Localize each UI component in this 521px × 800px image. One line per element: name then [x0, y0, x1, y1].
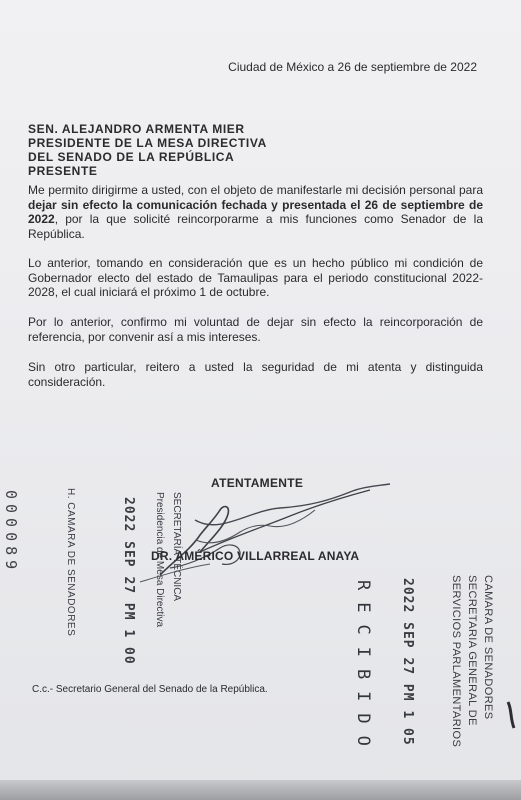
p1-emphasis: dejar sin efecto la comunicación fechada y presentada el 26 de septiembre de 2022 [28, 197, 483, 227]
recibido-stamp: RECIBIDO [353, 580, 373, 758]
cc-line: C.c.- Secretario General del Senado de la República. [32, 684, 268, 695]
paper-bottom-shadow [0, 780, 521, 800]
secretaria-general-stamp: SECRETARIA GENERAL DE [466, 575, 478, 726]
addressee-presente: PRESENTE [28, 164, 98, 178]
handwritten-signature [100, 480, 410, 590]
ink-mark [500, 700, 521, 730]
secretaria-tecnica-stamp: SECRETARÍA TÉCNICA [171, 492, 182, 602]
body-paragraph-1 [28, 183, 483, 241]
p1-conclusion: , por la que solicité reincorporarme a mis funciones como Senador de la República. [28, 212, 483, 241]
camara-stamp-right: CAMARA DE SENADORES [482, 575, 494, 720]
body-paragraph-3: Por lo anterior, confirmo mi voluntad de dejar sin efecto la reincorporación de referencia, por convenir así a mis intereses. [28, 315, 483, 344]
addressee-name: SEN. ALEJANDRO ARMENTA MIER [28, 122, 245, 136]
servicios-parlamentarios-stamp: SERVICIOS PARLAMENTARIOS [450, 575, 462, 748]
addressee-title: PRESIDENTE DE LA MESA DIRECTIVA [28, 136, 267, 150]
body-paragraph-4: Sin otro particular, reitero a usted la seguridad de mi atenta y distinguida consideración. [28, 360, 483, 389]
addressee-institution: DEL SENADO DE LA REPÚBLICA [28, 150, 235, 164]
date-stamp-left: 2022 SEP 27 PM 1 00 [121, 497, 136, 665]
folio-stamp: 000089 [2, 490, 20, 575]
body-paragraph-2: Lo anterior, tomando en consideración que es un hecho público mi condición de Gobernador electo del estado de Tamaulipas para el periodo constitucional 2022-2028, el cual iniciará el próximo 1 de octubre. [28, 256, 483, 300]
presidencia-stamp: Presidencia de Mesa Directiva [154, 492, 165, 628]
closing-atentamente: ATENTAMENTE [211, 476, 304, 490]
date-stamp-right: 2022 SEP 27 PM 1 05 [400, 578, 415, 746]
camara-stamp-left: H. CAMARA DE SENADORES [65, 488, 76, 637]
date-line: Ciudad de México a 26 de septiembre de 2022 [228, 60, 477, 74]
signer-name: DR. AMÉRICO VILLARREAL ANAYA [151, 549, 360, 563]
addressee-block [28, 122, 267, 178]
p1-intro: Me permito dirigirme a usted, con el objeto de manifestarle mi decisión personal para [28, 183, 483, 197]
